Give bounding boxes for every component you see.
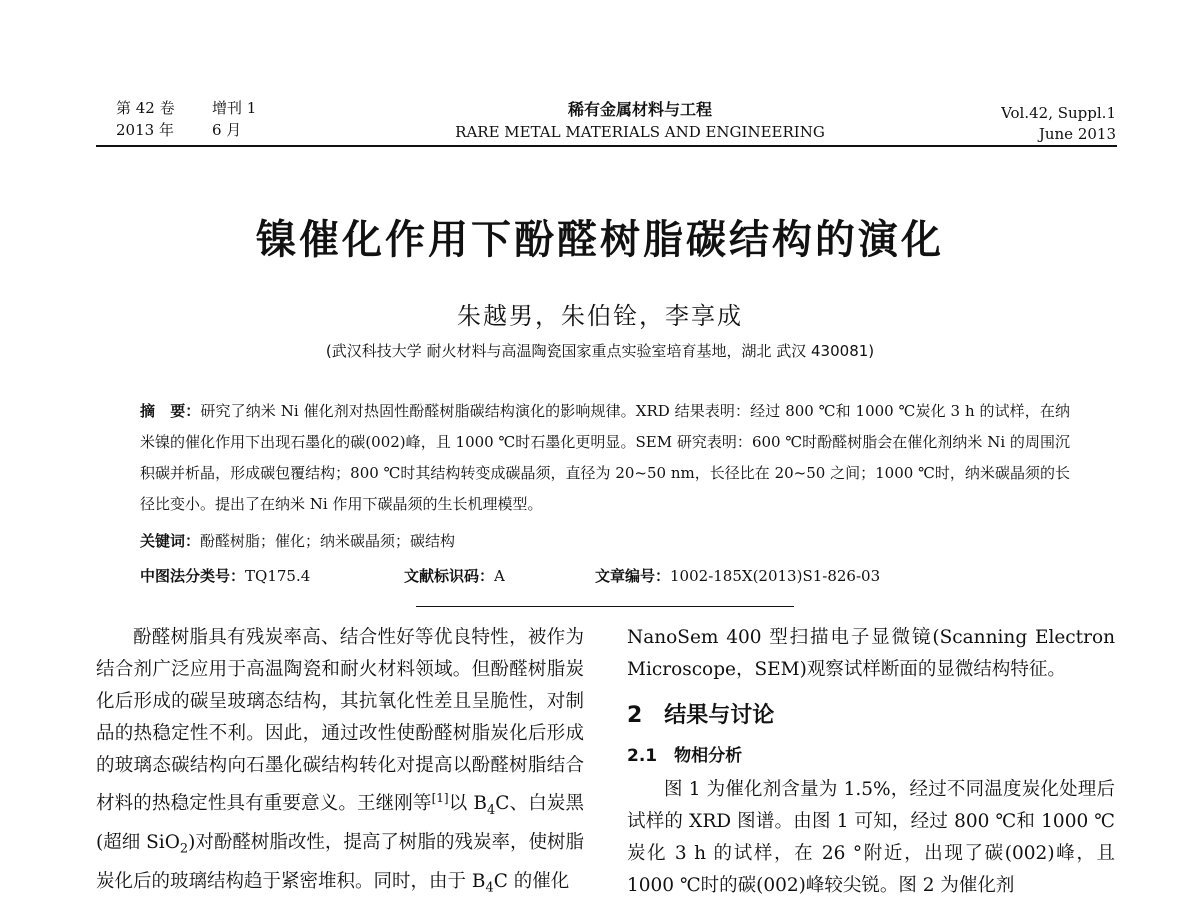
header-rule [96, 145, 1117, 147]
abstract-divider [416, 606, 794, 607]
header-suppl-cn: 增刊 1 [212, 99, 257, 117]
header-right [1001, 103, 1116, 145]
journal-title-en: RARE METAL MATERIALS AND ENGINEERING [455, 123, 825, 141]
header-year-cn: 2013 年 [116, 121, 174, 139]
intro-text-1: 酚醛树脂具有残炭率高、结合性好等优良特性，被作为结合剂广泛应用于高温陶瓷和耐火材料领域。但酚醛树脂炭化后形成的碳呈玻璃态结构，其抗氧化性差且呈脆性，对制品的热稳定性不利。因此，通过改性使酚醛树脂炭化后形成的玻璃态碳结构向石墨化碳结构转化对提高以酚醛树脂结合材料的热稳定性具有重要意义。王继刚等 [96, 627, 584, 815]
subscript-4b: 4 [485, 880, 494, 896]
intro-text-3: C、白炭黑(超细 SiO [96, 793, 584, 853]
header-date-en: June 2013 [1038, 125, 1116, 143]
subscript-2: 2 [179, 841, 189, 857]
paper-affiliation: (武汉科技大学 耐火材料与高温陶瓷国家重点实验室培育基地，湖北 武汉 430081) [325, 342, 875, 360]
results-paragraph: 图 1 为催化剂含量为 1.5%，经过不同温度炭化处理后试样的 XRD 图谱。由图 1 可知，经过 800 ℃和 1000 ℃炭化 3 h 的试样，在 26 °附近，出现了碳(002)峰，且 1000 ℃时的碳(002)峰较尖锐。图 2 为催化剂 [627, 779, 1115, 896]
abstract-text: 研究了纳米 Ni 催化剂对热固性酚醛树脂碳结构演化的影响规律。XRD 结果表明：经过 800 ℃和 1000 ℃炭化 3 h 的试样，在纳米镍的催化作用下出现石墨化的碳(002)峰，且 1000 ℃时石墨化更明显。SEM 研究表明：600 ℃时酚醛树脂会在催化剂纳米 Ni 的周围沉积碳并析晶，形成碳包覆结构；800 ℃时其结构转变成碳晶须，直径为 20~50 nm，长径比在 20~50 之间；1000 ℃时，纳米碳晶须的长径比变小。提出了在纳米 Ni 作用下碳晶须的生长机理模型。 [140, 402, 1070, 513]
document-code [404, 563, 505, 589]
clc-number [140, 563, 310, 589]
intro-text-5: C 的催化 [493, 870, 570, 892]
paper-authors: 朱越男，朱伯铨，李享成 [457, 302, 743, 330]
header-volume-line [116, 97, 256, 119]
keywords [140, 528, 455, 554]
subscript-4: 4 [487, 802, 496, 818]
art-value: 1002-185X(2013)S1-826-03 [670, 567, 881, 585]
journal-title [400, 99, 880, 143]
journal-title-cn: 稀有金属材料与工程 [567, 100, 712, 119]
section-heading-2-1: 2.1 物相分析 [627, 746, 743, 766]
abstract [140, 396, 1070, 520]
intro-text-4: )对酚醛树脂改性，提高了树脂的残炭率，使树脂炭化后的玻璃结构趋于紧密堆积。同时，由于 B [96, 831, 584, 892]
header-date-line [116, 119, 241, 141]
section-heading-2: 2 结果与讨论 [627, 703, 775, 728]
method-paragraph-end: NanoSem 400 型扫描电子显微镜(Scanning Electron Microscope，SEM)观察试样断面的显微结构特征。 [627, 627, 1115, 680]
intro-paragraph [96, 622, 584, 904]
doc-value: A [494, 567, 505, 585]
clc-label: 中图法分类号： [140, 567, 246, 585]
header-month-cn: 6 月 [212, 121, 242, 139]
art-label: 文章编号： [595, 567, 671, 585]
article-id [595, 563, 880, 589]
keywords-text: 酚醛树脂；催化；纳米碳晶须；碳结构 [200, 532, 456, 550]
header-volume-en: Vol.42, Suppl.1 [1001, 104, 1116, 122]
citation-1: [1] [431, 791, 449, 805]
header-volume-cn: 第 42 卷 [116, 99, 175, 117]
keywords-label: 关键词： [140, 532, 201, 550]
clc-value: TQ175.4 [245, 567, 311, 585]
abstract-label: 摘 要： [140, 402, 201, 420]
doc-label: 文献标识码： [404, 567, 495, 585]
paper-title: 镍催化作用下酚醛树脂碳结构的演化 [256, 217, 944, 263]
body-left-column [96, 622, 584, 904]
intro-text-2: 以 B [448, 793, 488, 815]
body-right-column [627, 622, 1115, 902]
